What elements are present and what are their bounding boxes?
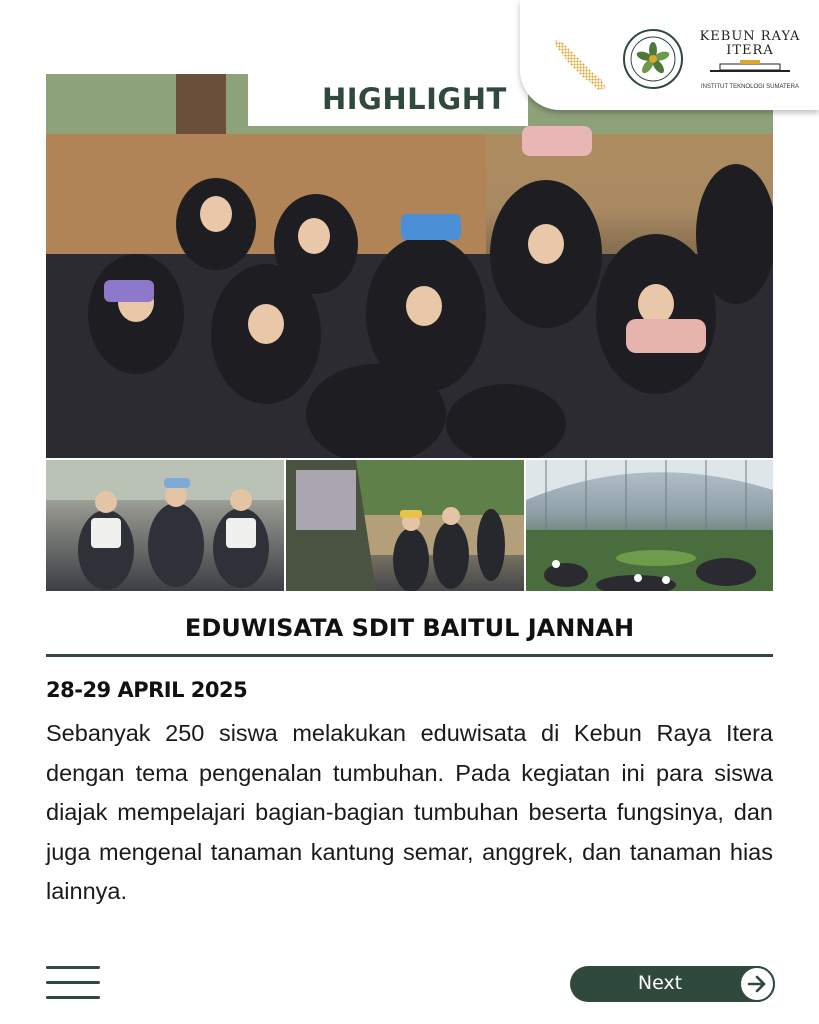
children-crouching-photo — [46, 460, 284, 591]
logo-building-graphic — [710, 60, 790, 76]
kebun-raya-logo-subtext: INSTITUT TEKNOLOGI SUMATERA — [700, 84, 799, 90]
thumbnail-photo-2 — [286, 460, 524, 591]
menu-bar — [46, 996, 100, 999]
greenhouse-photo — [526, 460, 773, 591]
event-description: Sebanyak 250 siswa melakukan eduwisata di Kebun Raya Itera dengan tema pengenalan tumbuhan. Pada kegiatan ini para siswa diajak mempelajari bagian-bagian tumbuhan beserta fungsinya, dan juga mengenal tanaman kantung semar, anggrek, dan tanaman hias lainnya. — [46, 720, 773, 904]
thumbnail-photo-1 — [46, 460, 284, 591]
section-label: HIGHLIGHT — [322, 82, 507, 116]
sumatra-island-icon — [552, 36, 608, 92]
menu-bar — [46, 966, 100, 969]
next-button-label: Next — [637, 972, 683, 994]
garden-walk-photo — [286, 460, 524, 591]
hamburger-menu-icon[interactable] — [46, 964, 100, 1002]
event-title: EDUWISATA SDIT BAITUL JANNAH — [184, 614, 635, 642]
main-photo — [46, 74, 773, 458]
thumbnail-photo-3 — [526, 460, 773, 591]
title-divider — [46, 654, 773, 657]
students-group-photo — [46, 74, 773, 458]
kebun-raya-logo-text: KEBUN RAYA ITERA — [699, 29, 801, 58]
logo-strip — [520, 0, 819, 110]
highlight-tab — [248, 70, 528, 126]
arrow-right-icon — [739, 966, 775, 1002]
kebun-raya-itera-logo-icon — [696, 30, 804, 92]
kebun-raya-itera-seal-icon — [622, 28, 684, 90]
event-date: 28-29 APRIL 2025 — [46, 678, 248, 702]
menu-bar — [46, 981, 100, 984]
next-button[interactable] — [570, 966, 775, 1002]
